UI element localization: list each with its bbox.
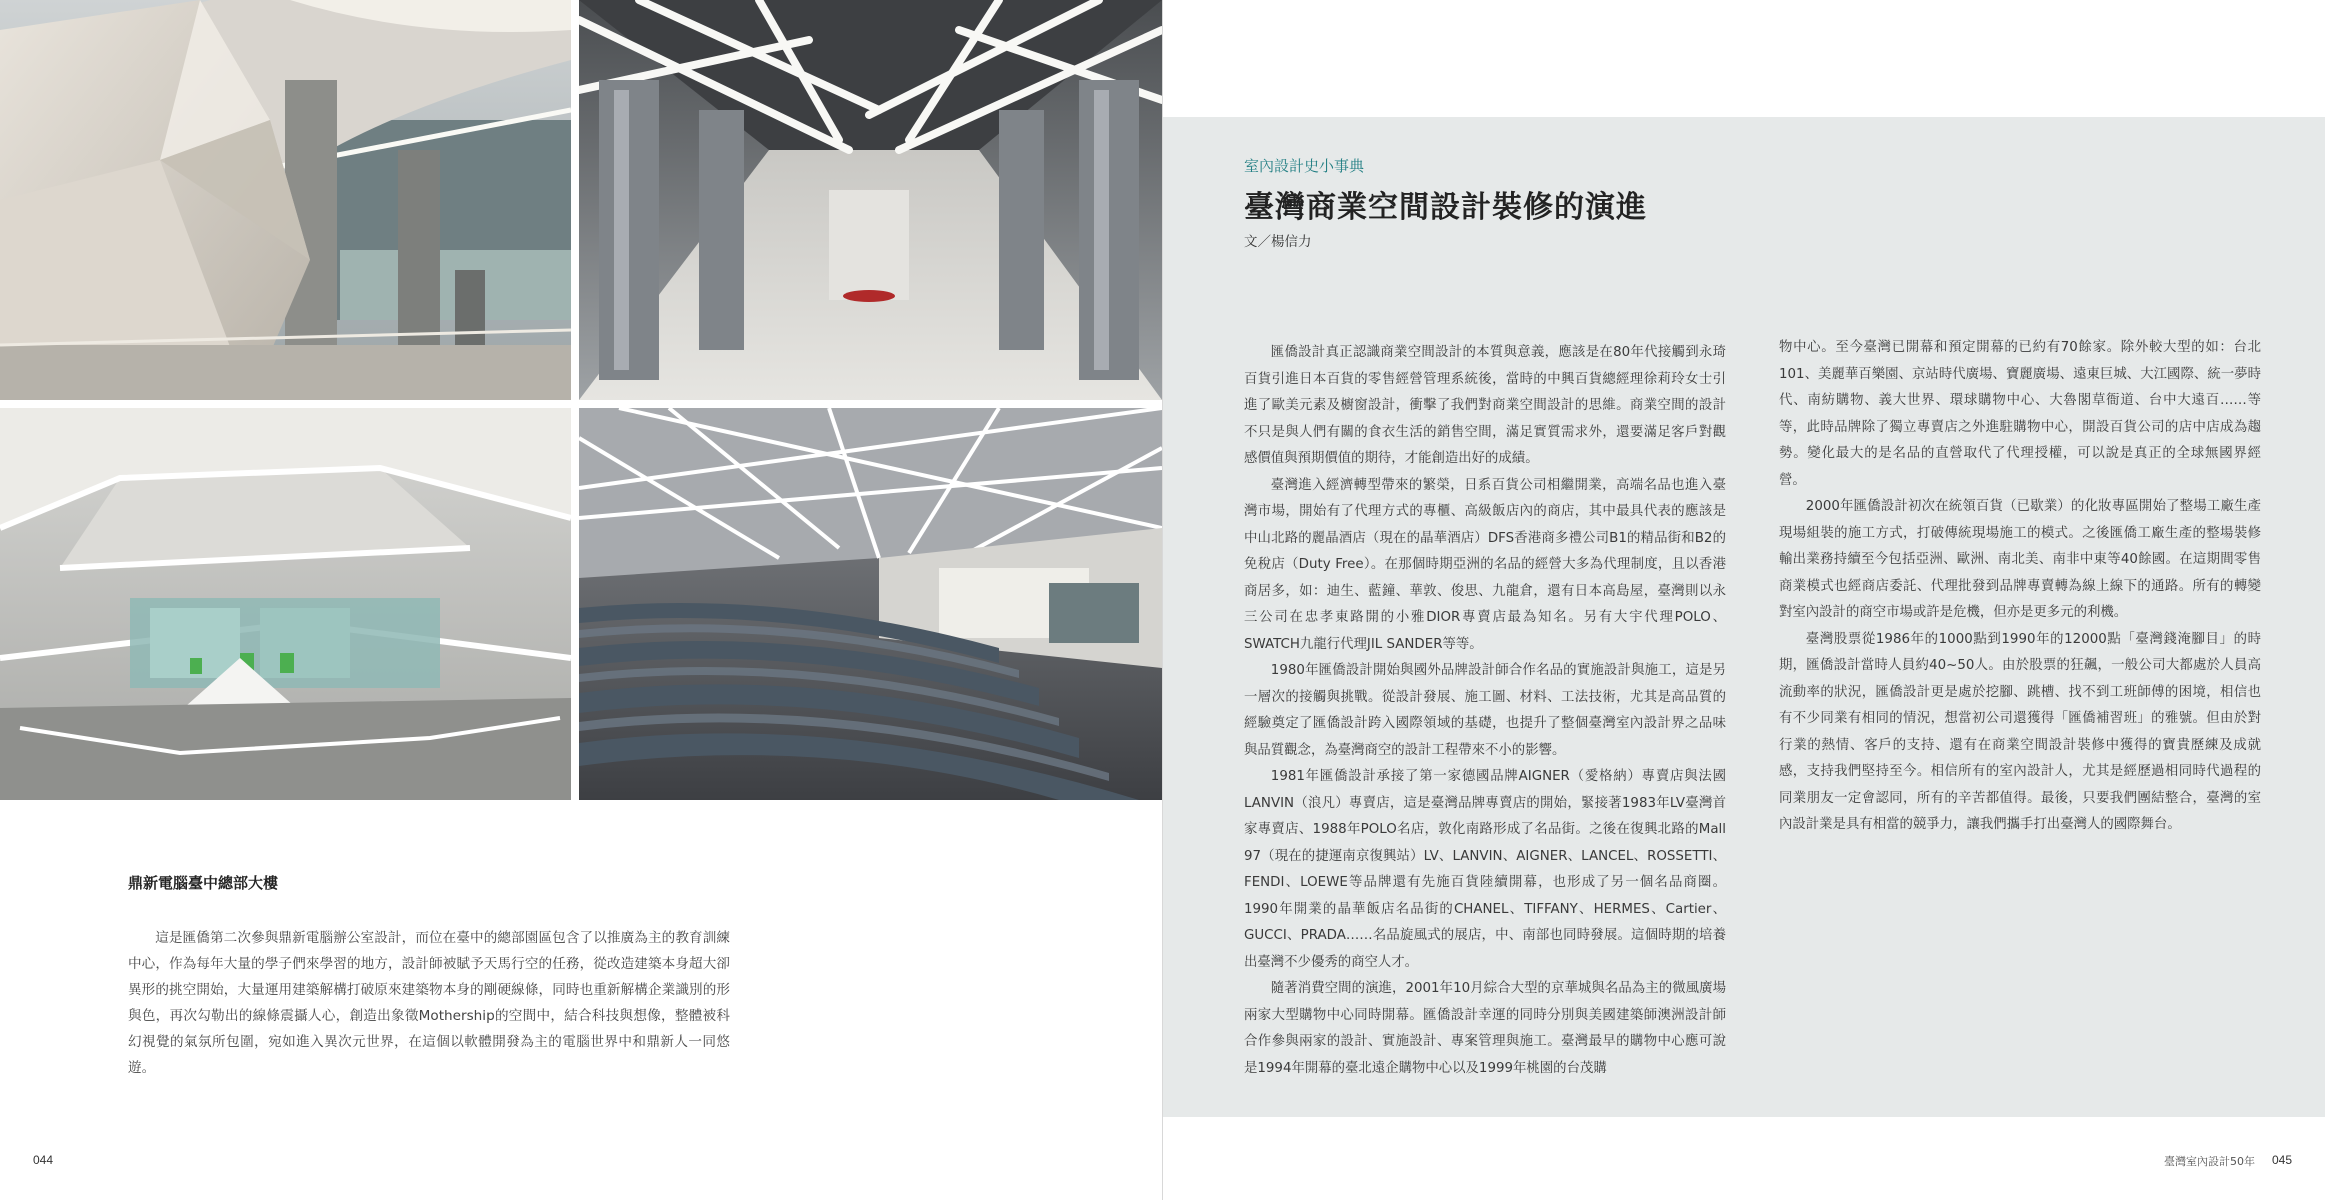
- paragraph-continued: 物中心。至今臺灣已開幕和預定開幕的已約有70餘家。除外較大型的如：台北101、美麗華百樂園、京站時代廣場、寶麗廣場、遠東巨城、大江國際、統一夢時代、南紡購物、義大世界、環球購物中心、大魯閣草衙道、台中大遠百……等等，此時品牌除了獨立專賣店之外進駐購物中心，開設百貨公司的店中店成為趨勢。變化最大的是名品的直營取代了代理授權，可以說是真正的全球無國界經營。: [1779, 340, 2261, 488]
- paragraph: 1981年匯僑設計承接了第一家德國品牌AIGNER（愛格納）專賣店與法國LANVIN（浪凡）專賣店，這是臺灣品牌專賣店的開始，緊接著1983年LV臺灣首家專賣店、1988年POLO名店，敦化南路形成了名品街。之後在復興北路的Mall 97（現在的捷運南京復興站）LV、LANVIN、AIGNER、LANCEL、ROSSETTI、FENDI、LOEWE等品牌還有先施百貨陸續開幕，也形成了另一個名品商圈。1990年開業的晶華飯店名品街的CHANEL、TIFFANY、HERMES、Cartier、GUCCI、PRADA……名品旋風式的展店，中、南部也同時發展。這個時期的培養出臺灣不少優秀的商空人才。: [1244, 769, 1726, 970]
- left-page: [0, 0, 1162, 1200]
- section-kicker: 室內設計史小事典: [1244, 157, 1365, 175]
- auditorium-photo: [579, 408, 1162, 800]
- lobby-sculpture-photo: [0, 0, 571, 400]
- caption-title: 鼎新電腦臺中總部大樓: [128, 874, 279, 892]
- paragraph: 臺灣進入經濟轉型帶來的繁榮，日系百貨公司相繼開業，高端名品也進入臺灣市場，開始有了代理方式的專櫃、高級飯店內的商店，其中最具代表的應該是中山北路的麗晶酒店（現在的晶華酒店）DFS香港商多禮公司B1的精品街和B2的免稅店（Duty Free）。在那個時期亞洲的名品的經營大多為代理制度，且以香港商居多，如：迪生、藍鐘、華敦、俊思、九龍倉，還有日本高島屋，臺灣則以永三公司在忠孝東路開的小雅DIOR專賣店最為知名。另有大宇代理POLO、SWATCH九龍行代理JIL SANDER等等。: [1244, 477, 1726, 652]
- page-number-left: 044: [33, 1153, 54, 1167]
- article-title: 臺灣商業空間設計裝修的演進: [1244, 190, 1647, 225]
- paragraph: 臺灣股票從1986年的1000點到1990年的12000點「臺灣錢淹腳目」的時期，匯僑設計當時人員約40~50人。由於股票的狂飆，一般公司大都處於人員高流動率的狀況，匯僑設計更是處於挖腳、跳槽、找不到工班師傅的困境，相信也有不少同業有相同的情況，想當初公司還獲得「匯僑補習班」的雅號。但由於對行業的熱情、客戶的支持、還有在商業空間設計裝修中獲得的寶貴歷練及成就感，支持我們堅持至今。相信所有的室內設計人，尤其是經歷過相同時代過程的同業朋友一定會認同，所有的辛苦都值得。最後，只要我們團結整合，臺灣的室內設計業是具有相當的競爭力，讓我們攜手打出臺灣人的國際舞台。: [1779, 631, 2261, 832]
- running-head: 臺灣室內設計50年: [2164, 1155, 2255, 1168]
- caption-body: 這是匯僑第二次參與鼎新電腦辦公室設計，而位在臺中的總部園區包含了以推廣為主的教育訓練中心，作為每年大量的學子們來學習的地方，設計師被賦予天馬行空的任務，從改造建築本身超大卻異形的挑空開始，大量運用建築解構打破原來建築物本身的剛硬線條，同時也重新解構企業識別的形與色，再次勾勒出的線條震攝人心，創造出象徵Mothership的空間中，結合科技與想像，整體被科幻視覺的氣氛所包圍，宛如進入異次元世界，在這個以軟體開發為主的電腦世界中和鼎新人一同悠遊。: [128, 930, 730, 1076]
- paragraph: 匯僑設計真正認識商業空間設計的本質與意義，應該是在80年代接觸到永琦百貨引進日本百貨的零售經營管理系統後，當時的中興百貨總經理徐莉玲女士引進了歐美元素及櫥窗設計，衝擊了我們對商業空間設計的思維。商業空間的設計不只是與人們有關的食衣生活的銷售空間，滿足實質需求外，還要滿足客戶對觀感價值與預期價值的期待，才能創造出好的成績。: [1244, 345, 1726, 466]
- article-column-left: [1244, 340, 1726, 1080]
- byline: 文／楊信力: [1244, 234, 1312, 250]
- article-column-right: [1779, 335, 2261, 1075]
- page-number-right: 045: [2271, 1153, 2292, 1167]
- lit-ceiling-lounge-photo: [0, 408, 571, 800]
- mirrored-corridor-photo: [579, 0, 1162, 400]
- right-page: [1163, 0, 2325, 1200]
- paragraph: 1980年匯僑設計開始與國外品牌設計師合作名品的實施設計與施工，這是另一層次的接觸與挑戰。從設計發展、施工圖、材料、工法技術，尤其是高品質的經驗奠定了匯僑設計跨入國際領域的基礎，也提升了整個臺灣室內設計界之品味與品質觀念，為臺灣商空的設計工程帶來不小的影響。: [1244, 663, 1726, 758]
- paragraph: 隨著消費空間的演進，2001年10月綜合大型的京華城與名品為主的微風廣場兩家大型購物中心同時開幕。匯僑設計幸運的同時分別與美國建築師澳洲設計師合作參與兩家的設計、實施設計、專案管理與施工。臺灣最早的購物中心應可說是1994年開幕的臺北遠企購物中心以及1999年桃園的台茂購: [1244, 981, 1726, 1076]
- paragraph: 2000年匯僑設計初次在統領百貨（已歇業）的化妝專區開始了整場工廠生產現場組裝的施工方式，打破傳統現場施工的模式。之後匯僑工廠生產的整場裝修輸出業務持續至今包括亞洲、歐洲、南北美、南非中東等40餘國。在這期間零售商業模式也經商店委託、代理批發到品牌專賣轉為線上線下的通路。所有的轉變對室內設計的商空市場或許是危機，但亦是更多元的利機。: [1779, 499, 2261, 620]
